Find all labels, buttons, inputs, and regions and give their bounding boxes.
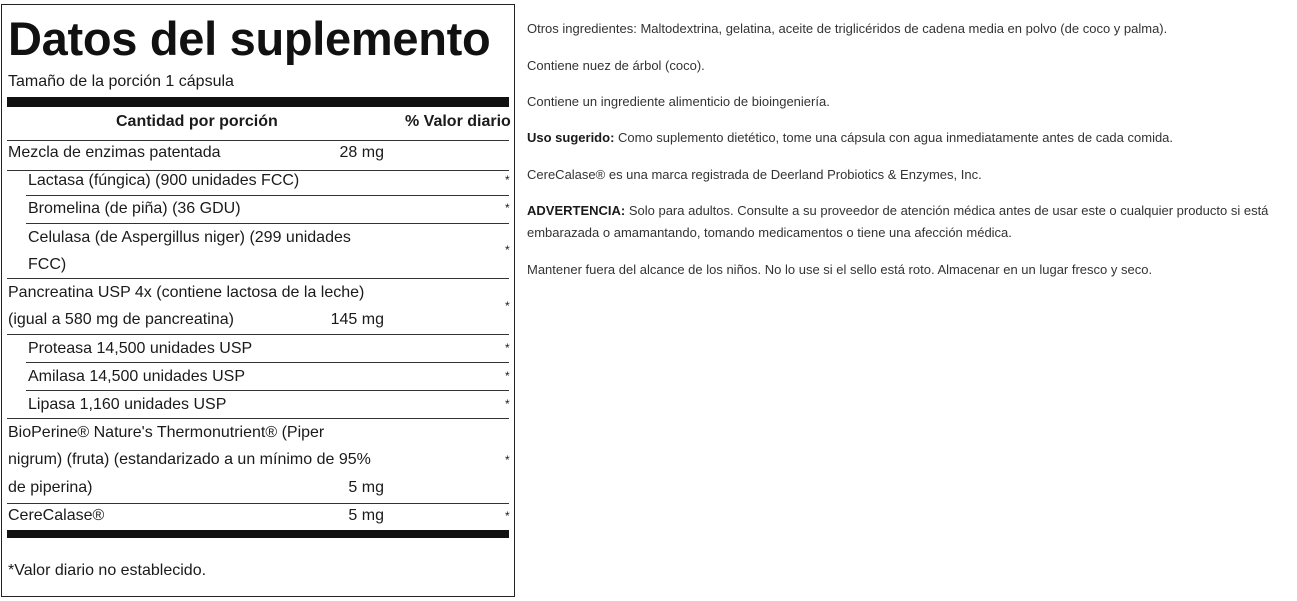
daily-value-marker: * — [505, 299, 510, 313]
suggested-use — [527, 127, 1173, 149]
ingredient-name: Celulasa (de Aspergillus niger) (299 unidades — [28, 229, 351, 246]
header-amount-per-serving: Cantidad por porción — [116, 113, 278, 130]
warning-label: ADVERTENCIA: — [527, 203, 626, 218]
other-ingredients: Otros ingredientes: Maltodextrina, gelatina, aceite de triglicéridos de cadena media en polvo (de coco y palma). — [527, 21, 1168, 36]
bioengineered-statement: Contiene un ingrediente alimenticio de bioingeniería. — [527, 94, 830, 109]
ingredient-amount: 5 mg — [348, 507, 384, 524]
ingredient-name-continued: (igual a 580 mg de pancreatina) — [8, 311, 234, 328]
ingredient-amount: 28 mg — [339, 144, 384, 161]
daily-value-marker: * — [505, 509, 510, 523]
header-daily-value: % Valor diario — [405, 113, 511, 130]
serving-size: Tamaño de la porción 1 cápsula — [8, 73, 234, 90]
footnote: *Valor diario no establecido. — [8, 562, 207, 579]
ingredient-name-continued: de piperina) — [8, 479, 93, 496]
suggested-use-text: Como suplemento dietético, tome una cápsula con agua inmediatamente antes de cada comida. — [614, 130, 1174, 145]
ingredient-name: Lactasa (fúngica) (900 unidades FCC) — [28, 172, 300, 189]
warning-text: Solo para adultos. Consulte a su proveedor de atención médica antes de usar este o cualquier producto si está embarazada o amamantando, tomando medicamentos o tiene una afección médica. — [527, 203, 1269, 240]
daily-value-marker: * — [505, 397, 510, 411]
ingredient-name: CereCalase® — [8, 507, 105, 524]
storage-statement: Mantener fuera del alcance de los niños. No lo use si el sello está roto. Almacenar en un lugar fresco y seco. — [527, 262, 1153, 277]
ingredient-name-continued: FCC) — [28, 256, 67, 273]
daily-value-marker: * — [505, 341, 510, 355]
ingredient-name: Amilasa 14,500 unidades USP — [28, 368, 246, 385]
ingredient-name: Bromelina (de piña) (36 GDU) — [28, 200, 241, 217]
daily-value-marker: * — [505, 369, 510, 383]
warning — [527, 200, 1277, 244]
thick-divider-bottom — [7, 530, 509, 538]
supplement-facts-panel — [1, 4, 515, 597]
thick-divider-top — [7, 97, 509, 107]
ingredient-name-continued: nigrum) (fruta) (estandarizado a un mínimo de 95% — [8, 451, 371, 468]
allergen-statement: Contiene nuez de árbol (coco). — [527, 58, 705, 73]
ingredient-amount: 145 mg — [330, 311, 384, 328]
ingredient-name: Pancreatina USP 4x (contiene lactosa de la leche) — [8, 284, 365, 301]
ingredient-name: BioPerine® Nature's Thermonutrient® (Piper — [8, 424, 325, 441]
ingredient-amount: 5 mg — [348, 479, 384, 496]
ingredient-name: Proteasa 14,500 unidades USP — [28, 340, 253, 357]
daily-value-marker: * — [505, 201, 510, 215]
ingredient-name: Mezcla de enzimas patentada — [8, 144, 221, 161]
facts-title: Datos del suplemento — [8, 12, 491, 65]
ingredient-name: Lipasa 1,160 unidades USP — [28, 396, 227, 413]
suggested-use-label: Uso sugerido: — [527, 130, 615, 145]
trademark-statement: CereCalase® es una marca registrada de Deerland Probiotics & Enzymes, Inc. — [527, 167, 982, 182]
daily-value-marker: * — [505, 173, 510, 187]
daily-value-marker: * — [505, 453, 510, 467]
daily-value-marker: * — [505, 243, 510, 257]
